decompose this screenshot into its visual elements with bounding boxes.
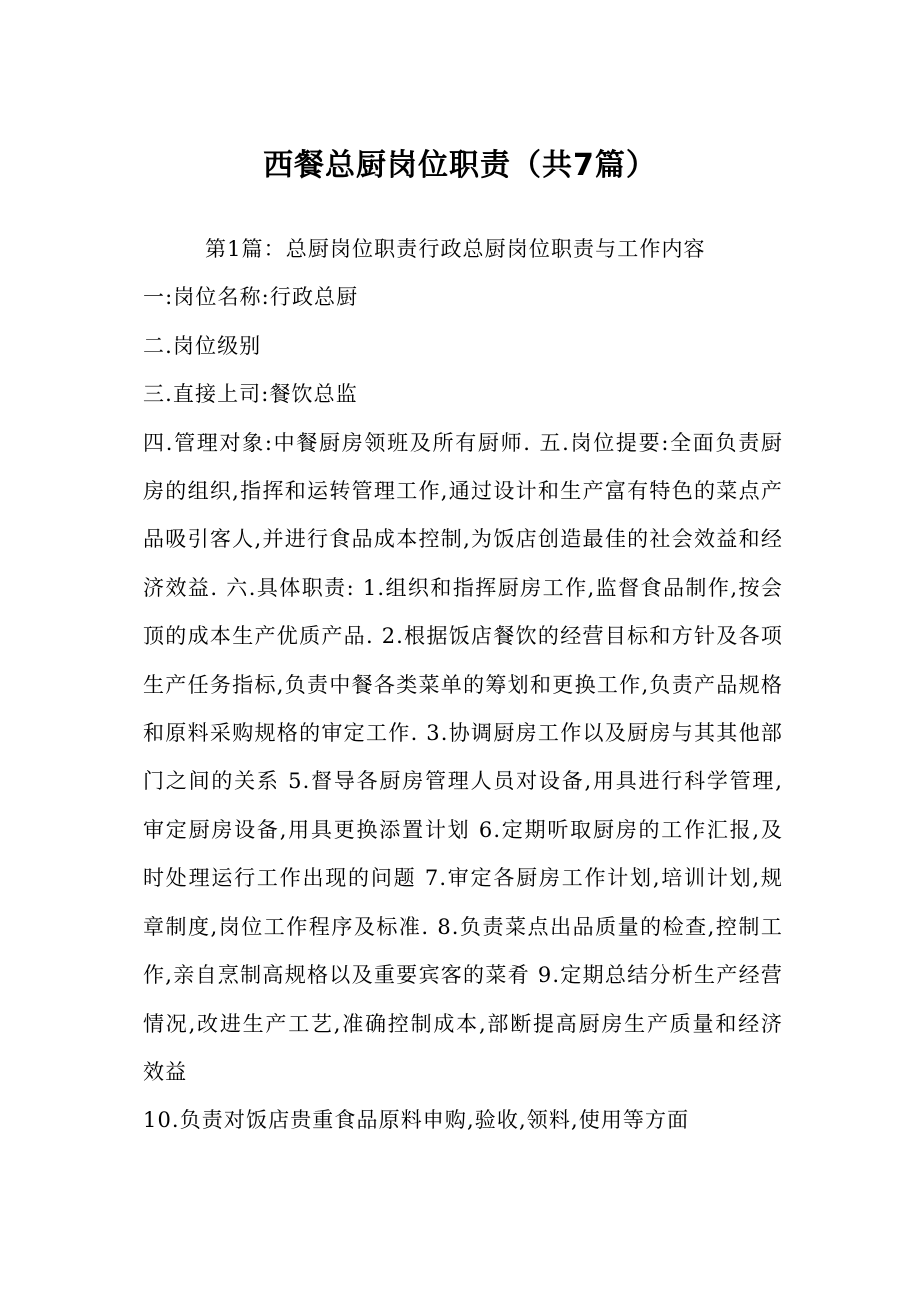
document-body	[143, 225, 783, 1145]
paragraph-post-level: 二.岗位级别	[143, 333, 262, 358]
paragraph-direct-superior: 三.直接上司:餐饮总监	[143, 382, 358, 407]
paragraph-duty-10: 10.负责对饭店贵重食品原料申购,验收,领料,使用等方面	[143, 1108, 690, 1133]
paragraph-section-heading: 第1篇：总厨岗位职责行政总厨岗位职责与工作内容	[205, 237, 706, 261]
paragraph-duties: 四.管理对象:中餐厨房领班及所有厨师. 五.岗位提要:全面负责厨房的组织,指挥和运转管理工作,通过设计和生产富有特色的菜点产品吸引客人,并进行食品成本控制,为饭店创造最佳的社会效益和经济效益. 六.具体职责: 1.组织和指挥厨房工作,监督食品制作,按会顶的成本生产优质产品. 2.根据饭店餐饮的经营目标和方针及各项生产任务指标,负责中餐各类菜单的筹划和更换工作,负责产品规格和原料采购规格的审定工作. 3.协调厨房工作以及厨房与其其他部门之间的关系 5.督导各厨房管理人员对设备,用具进行科学管理,审定厨房设备,用具更换添置计划 6.定期听取厨房的工作汇报,及时处理运行工作出现的问题 7.审定各厨房工作计划,培训计划,规章制度,岗位工作程序及标准. 8.负责菜点出品质量的检查,控制工作,亲自烹制高规格以及重要宾客的菜肴 9.定期总结分析生产经营情况,改进生产工艺,准确控制成本,部断提高厨房生产质量和经济效益	[143, 430, 783, 1084]
document-title: 西餐总厨岗位职责（共7篇）	[263, 148, 657, 183]
paragraph-post-name: 一:岗位名称:行政总厨	[143, 285, 359, 310]
